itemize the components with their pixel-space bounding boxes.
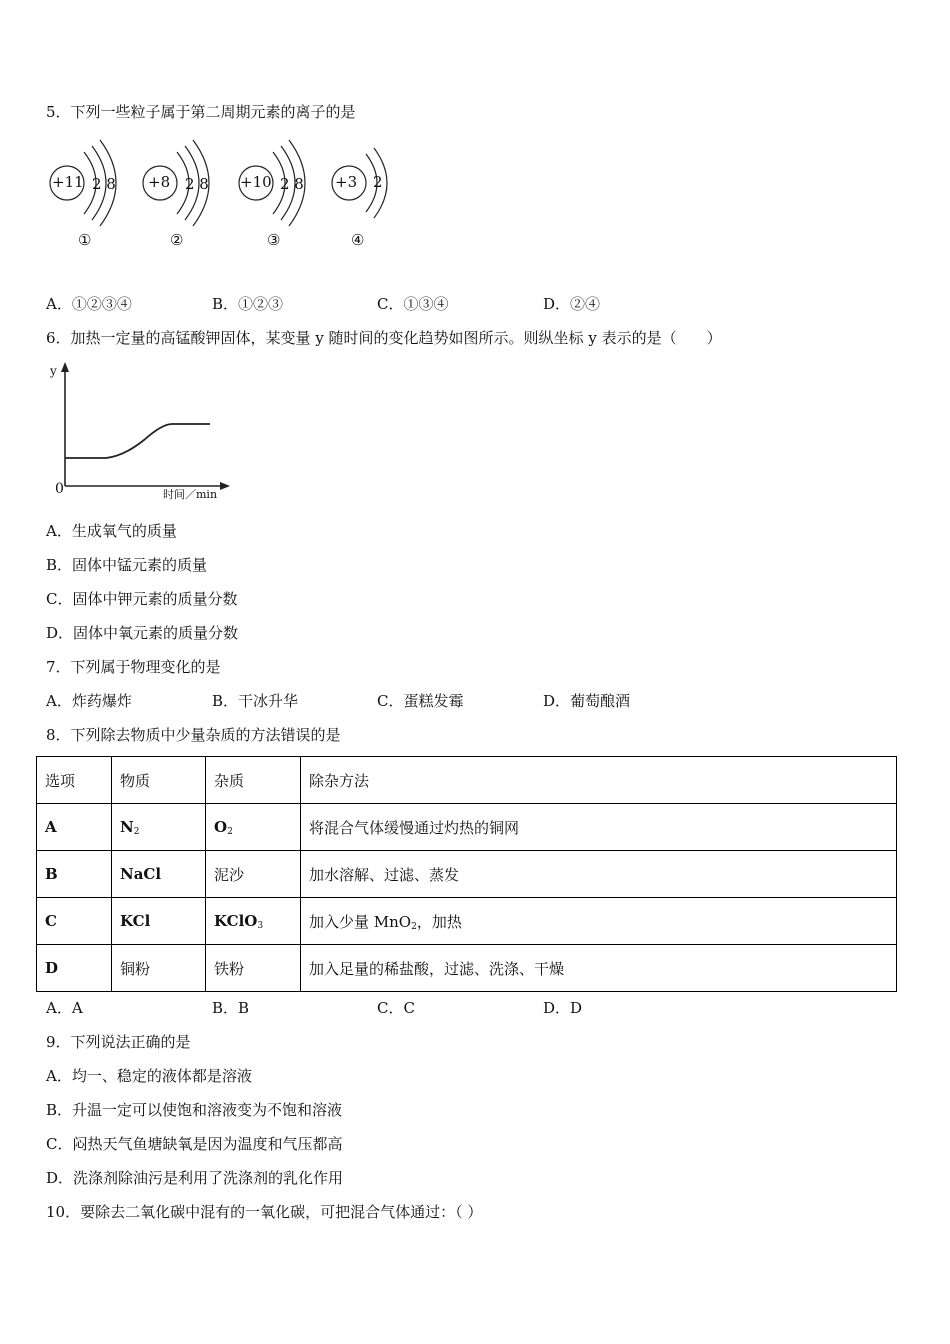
header-option: 选项 bbox=[37, 757, 112, 804]
cell-substance: $N_2$ bbox=[112, 804, 206, 851]
particle-label-2: ② bbox=[170, 231, 184, 249]
cell-substance: NaCl bbox=[112, 851, 206, 898]
cell-impurity: 泥沙 bbox=[206, 851, 301, 898]
table-header-row bbox=[37, 757, 897, 804]
q5-option-c[interactable]: C．①③④ bbox=[377, 295, 449, 313]
q6-graph bbox=[44, 360, 234, 505]
q6-origin-label: 0 bbox=[55, 481, 64, 497]
nucleus-4: +3 bbox=[335, 173, 358, 191]
q5-stem: 5．下列一些粒子属于第二周期元素的离子的是 bbox=[46, 103, 356, 121]
q6-option-c[interactable]: C．固体中钾元素的质量分数 bbox=[46, 590, 238, 608]
header-method: 除杂方法 bbox=[301, 757, 897, 804]
q5-option-d[interactable]: D．②④ bbox=[543, 295, 601, 313]
q5-option-b[interactable]: B．①②③ bbox=[212, 295, 284, 313]
cell-option: B bbox=[37, 851, 112, 898]
q9-stem: 9．下列说法正确的是 bbox=[46, 1033, 191, 1051]
q8-stem: 8．下列除去物质中少量杂质的方法错误的是 bbox=[46, 726, 341, 744]
q8-option-a[interactable]: A．A bbox=[46, 999, 83, 1017]
shells-3: 2 8 bbox=[280, 175, 304, 193]
q8-option-d[interactable]: D．D bbox=[543, 999, 583, 1017]
cell-impurity: KClO$_3$ bbox=[206, 898, 301, 945]
cell-method: 加入少量 MnO$_2$，加热 bbox=[301, 898, 897, 945]
q7-option-d[interactable]: D．葡萄酿酒 bbox=[543, 692, 631, 710]
q6-option-b[interactable]: B．固体中锰元素的质量 bbox=[46, 556, 208, 574]
header-impurity: 杂质 bbox=[206, 757, 301, 804]
q6-option-d[interactable]: D．固体中氧元素的质量分数 bbox=[46, 624, 239, 642]
nucleus-2: +8 bbox=[148, 173, 171, 191]
q10-stem: 10．要除去二氧化碳中混有的一氧化碳，可把混合气体通过：（ ） bbox=[46, 1203, 483, 1221]
cell-method: 加水溶解、过滤、蒸发 bbox=[301, 851, 897, 898]
atom-structure-diagrams bbox=[40, 138, 400, 258]
shells-2: 2 8 bbox=[185, 175, 209, 193]
q7-option-c[interactable]: C．蛋糕发霉 bbox=[377, 692, 464, 710]
q7-stem: 7．下列属于物理变化的是 bbox=[46, 658, 221, 676]
table-row bbox=[37, 851, 897, 898]
shells-4: 2 bbox=[373, 173, 383, 191]
cell-method: 加入足量的稀盐酸，过滤、洗涤、干燥 bbox=[301, 945, 897, 992]
cell-option: A bbox=[37, 804, 112, 851]
cell-substance: 铜粉 bbox=[112, 945, 206, 992]
header-substance: 物质 bbox=[112, 757, 206, 804]
cell-option: D bbox=[37, 945, 112, 992]
table-row bbox=[37, 898, 897, 945]
shells-1: 2 8 bbox=[92, 175, 116, 193]
particle-label-3: ③ bbox=[267, 231, 281, 249]
q5-option-a[interactable]: A．①②③④ bbox=[46, 295, 132, 313]
q8-option-b[interactable]: B．B bbox=[212, 999, 250, 1017]
nucleus-1: +11 bbox=[52, 173, 84, 191]
particle-label-1: ① bbox=[78, 231, 92, 249]
q7-option-b[interactable]: B．干冰升华 bbox=[212, 692, 299, 710]
cell-method: 将混合气体缓慢通过灼热的铜网 bbox=[301, 804, 897, 851]
q6-option-a[interactable]: A．生成氧气的质量 bbox=[46, 522, 177, 540]
q9-option-b[interactable]: B．升温一定可以使饱和溶液变为不饱和溶液 bbox=[46, 1101, 343, 1119]
table-row bbox=[37, 804, 897, 851]
q9-option-a[interactable]: A．均一、稳定的液体都是溶液 bbox=[46, 1067, 252, 1085]
cell-impurity: 铁粉 bbox=[206, 945, 301, 992]
nucleus-3: +10 bbox=[240, 173, 272, 191]
q8-table bbox=[36, 756, 897, 992]
cell-impurity: $O_2$ bbox=[206, 804, 301, 851]
q6-x-axis-label: 时间／min bbox=[163, 488, 218, 501]
cell-option: C bbox=[37, 898, 112, 945]
particle-label-4: ④ bbox=[351, 231, 365, 249]
q8-option-c[interactable]: C．C bbox=[377, 999, 415, 1017]
q7-option-a[interactable]: A．炸药爆炸 bbox=[46, 692, 132, 710]
q9-option-d[interactable]: D．洗涤剂除油污是利用了洗涤剂的乳化作用 bbox=[46, 1169, 344, 1187]
cell-substance: KCl bbox=[112, 898, 206, 945]
q9-option-c[interactable]: C．闷热天气鱼塘缺氧是因为温度和气压都高 bbox=[46, 1135, 343, 1153]
table-row bbox=[37, 945, 897, 992]
q6-stem: 6．加热一定量的高锰酸钾固体，某变量 y 随时间的变化趋势如图所示。则纵坐标 y 表示的是（ ） bbox=[46, 329, 722, 347]
q6-y-axis-label: y bbox=[50, 364, 57, 378]
